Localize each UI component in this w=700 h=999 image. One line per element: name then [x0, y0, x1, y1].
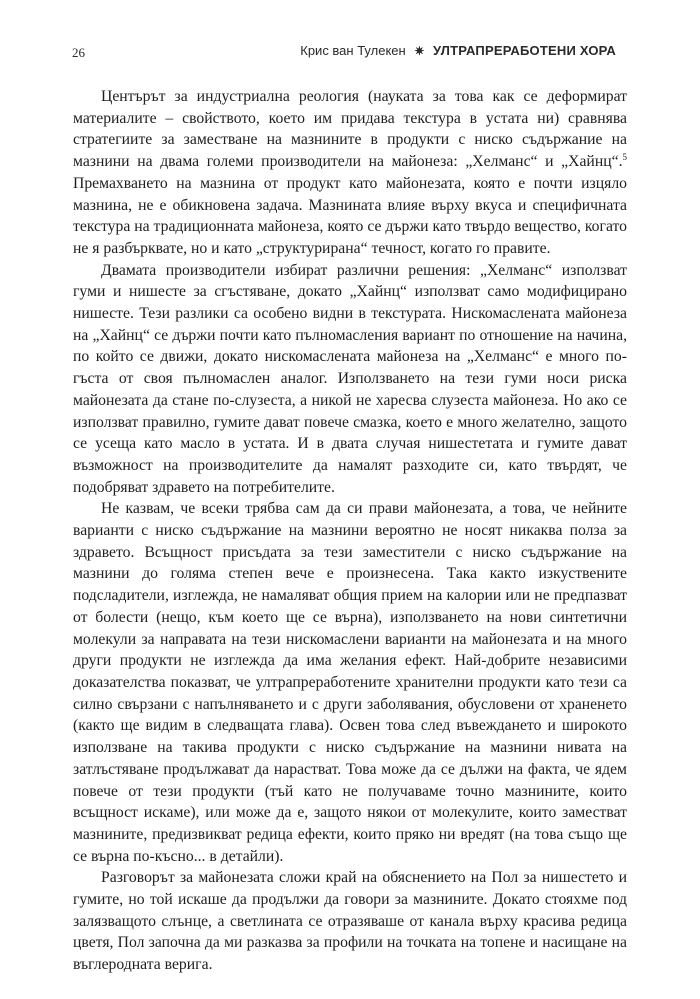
paragraph-4: Разговорът за майонезата сложи край на обяснението на Пол за нишестето и гумите, но той искаше да продължи да говори за мазнините. Докато стояхме под залязващото слънце, а светлината се отразяваше от канала върху красива редица цветя, Пол започна да ми разказва за профили на точката на топене и насищане на въглеродната верига.	[73, 869, 627, 974]
body-text	[73, 86, 627, 976]
asterisk-ornament-icon: ✷	[414, 44, 425, 58]
footnote-reference[interactable]: 5	[622, 151, 627, 162]
running-header	[300, 43, 616, 58]
book-title: УЛТРАПРЕРАБОТЕНИ ХОРА	[433, 43, 616, 58]
page-number: 26	[72, 45, 85, 60]
author-name: Крис ван Тулекен	[300, 43, 406, 58]
paragraph-3: Не казвам, че всеки трябва сам да си прави майонезата, а това, че нейните варианти с ниско съдържание на мазнини вероятно не носят никаква полза за здравето. Всъщност присъдата за тези заместители с ниско съдържание на мазнини до голяма степен вече е произнесена. Така както изкуствените подсладители, изглежда, не намаляват общия прием на калории или не предпазват от болести (нещо, към което ще се върна), използването на нови синтетични молекули за направата на тези нискомаслени варианти на майонезата и на много други продукти не изглежда да има желания ефект. Най-добрите независими доказателства показват, че ултрапреработените хранителни продукти като тези са силно свързани с напълняването и с други заболявания, обусловени от храненето (както ще видим в следващата глава). Освен това след въвеждането и широкото използване на такива продукти с ниско съдържание на мазнини нивата на затлъстяване продължават да нарастват. Това може да се дължи на факта, че ядем повече от тези продукти (тъй като не получаваме точно мазнините, които всъщност искаме), или може да е, защото някои от молекулите, които заместват мазнините, предизвикват редица ефекти, които пряко ни вредят (на това също ще се върна по-късно... в детайли).	[73, 500, 627, 865]
paragraph-2: Двамата производители избират различни решения: „Хелманс“ използват гуми и нишесте за сгъстяване, докато „Хайнц“ използват само модифицирано нишесте. Тези разлики са особено видни в текстурата. Нискомаслената майонеза на „Хайнц“ се държи почти като пълномасления вариант по отношение на начина, по който се движи, докато нискомаслената майонеза на „Хелманс“ е много по-гъста от своя пълномаслен аналог. Използването на тези гуми носи риска майонезата да стане по-слузеста, а никой не харесва слузеста майонеза. Но ако се използват правилно, гумите дават повече смазка, което е много желателно, защото се усеща като масло в устата. И в двата случая нишестетата и гумите дават възможност на производителите да намалят разходите си, като твърдят, че подобряват здравето на потребителите.	[73, 261, 627, 496]
paragraph-1-text-continued: Премахването на мазнина от продукт като майонезата, която е почти изцяло мазнина, не е обикновена задача. Мазнината влияе върху вкуса и специфичната текстура на традиционната майонеза, която се държи като твърдо вещество, когато не я разбърквате, но и като „структурирана“ течност, когато го правите.	[73, 174, 627, 257]
paragraph-1-text: Центърът за индустриална реология (науката за това как се деформират материалите – свойството, което им придава текстура в устата ни) сравнява стратегиите за заместване на мазнините в продукти с ниско съдържание на мазнини на двама големи производители на майонеза: „Хелманс“ и „Хайнц“.	[73, 88, 627, 171]
paragraph-1	[73, 86, 627, 260]
